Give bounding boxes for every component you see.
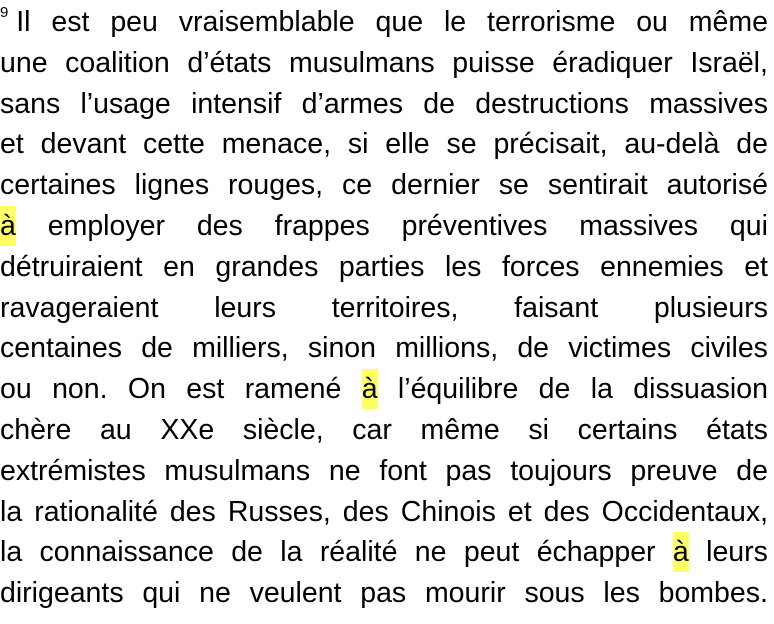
word: de bbox=[423, 87, 455, 120]
word: dissuasion bbox=[633, 373, 768, 406]
word: ne bbox=[199, 577, 231, 610]
word: au bbox=[99, 414, 132, 446]
word: sinon bbox=[307, 332, 376, 365]
word: des bbox=[169, 495, 216, 528]
word: Russes, bbox=[227, 495, 331, 528]
word: les bbox=[603, 577, 640, 610]
word: certains bbox=[577, 414, 678, 446]
word: une bbox=[0, 46, 48, 79]
footnote-wrap bbox=[0, 2, 31, 42]
word: Chinois bbox=[400, 495, 496, 528]
word: ravageraient bbox=[0, 291, 159, 324]
text-line bbox=[0, 288, 768, 328]
word: bombes. bbox=[658, 577, 768, 610]
word: lignes bbox=[134, 169, 210, 202]
text-line bbox=[0, 532, 768, 572]
word: la bbox=[0, 495, 23, 528]
word: échapper bbox=[536, 536, 656, 569]
word: veulent bbox=[249, 577, 342, 610]
word: coalition bbox=[65, 46, 170, 79]
word: milliers, bbox=[192, 332, 289, 365]
word: est bbox=[51, 6, 90, 38]
word: de bbox=[538, 373, 571, 406]
text-line bbox=[0, 451, 768, 491]
word: leurs bbox=[214, 291, 276, 324]
word: ne bbox=[328, 454, 361, 487]
word: massives bbox=[649, 87, 768, 120]
word: certaines bbox=[0, 169, 116, 202]
word: ou bbox=[636, 6, 668, 38]
word: Occidentaux, bbox=[601, 495, 768, 528]
word: non. bbox=[52, 373, 108, 406]
text-line bbox=[0, 165, 768, 205]
word: puisse bbox=[452, 46, 535, 79]
word: dirigeants bbox=[0, 577, 124, 610]
text-line bbox=[0, 247, 768, 287]
word: l’usage bbox=[80, 87, 171, 120]
word: si bbox=[347, 128, 369, 161]
word: de bbox=[141, 332, 173, 365]
word: est bbox=[186, 373, 225, 406]
word: Il bbox=[8, 6, 31, 38]
word: vraisemblable bbox=[178, 6, 355, 38]
text-line bbox=[0, 492, 768, 532]
text-line bbox=[0, 410, 768, 450]
text-line bbox=[0, 43, 768, 83]
word: et bbox=[744, 250, 768, 283]
word: frappes bbox=[274, 210, 370, 242]
word: font bbox=[379, 454, 427, 487]
word: XXe bbox=[160, 414, 215, 446]
word: preuve bbox=[630, 454, 718, 487]
word: elle bbox=[385, 128, 430, 161]
highlighted-word: à bbox=[0, 206, 16, 246]
word: la bbox=[0, 536, 23, 569]
word: extrémistes bbox=[0, 454, 146, 487]
word: destructions bbox=[475, 87, 629, 120]
word: même bbox=[688, 6, 768, 38]
word: devant bbox=[40, 128, 127, 161]
word: l’équilibre bbox=[397, 373, 519, 406]
word: cette bbox=[143, 128, 205, 161]
word: le bbox=[443, 6, 467, 38]
word: peut bbox=[463, 536, 520, 569]
word: chère bbox=[0, 414, 72, 446]
word: qui bbox=[729, 210, 768, 242]
word: plusieurs bbox=[653, 291, 768, 324]
word: des bbox=[543, 495, 590, 528]
word: leurs bbox=[706, 536, 768, 569]
word: ennemies bbox=[600, 250, 724, 283]
highlighted-word: à bbox=[673, 532, 689, 572]
word: pas bbox=[360, 577, 407, 610]
word: centaines bbox=[0, 332, 123, 365]
word: des bbox=[342, 495, 389, 528]
word: même bbox=[420, 414, 500, 446]
text-line bbox=[0, 84, 768, 124]
word: autorisé bbox=[666, 169, 768, 202]
word: éradiquer bbox=[552, 46, 673, 79]
word: pas bbox=[445, 454, 492, 487]
word: musulmans bbox=[288, 46, 435, 79]
word: dernier bbox=[391, 169, 480, 202]
word: et bbox=[507, 495, 532, 528]
word: sans bbox=[0, 87, 61, 120]
text-line bbox=[0, 2, 768, 42]
footnote-marker: 9 bbox=[0, 3, 9, 21]
word: des bbox=[196, 210, 243, 242]
word: terrorisme bbox=[487, 6, 616, 38]
word: victimes bbox=[568, 332, 672, 365]
word: forces bbox=[501, 250, 580, 283]
word: millions, bbox=[395, 332, 499, 365]
word: rouges, bbox=[228, 169, 324, 202]
word: d’états bbox=[187, 46, 272, 79]
word: car bbox=[352, 414, 392, 446]
word: rationalité bbox=[34, 495, 158, 528]
text-line bbox=[0, 369, 768, 409]
word: intensif bbox=[191, 87, 282, 120]
word: Israël, bbox=[690, 46, 768, 79]
highlighted-word: à bbox=[362, 369, 378, 409]
word: et bbox=[0, 128, 24, 161]
word: se bbox=[446, 128, 477, 161]
word: siècle, bbox=[242, 414, 324, 446]
word: précisait, bbox=[493, 128, 608, 161]
word: la bbox=[280, 536, 303, 569]
word: parties bbox=[338, 250, 425, 283]
word: préventives bbox=[401, 210, 548, 242]
word: au-delà bbox=[624, 128, 720, 161]
text-line bbox=[0, 206, 768, 246]
word: ce bbox=[342, 169, 373, 202]
word: de bbox=[517, 332, 550, 365]
word: de bbox=[736, 454, 768, 487]
word: de bbox=[736, 128, 768, 161]
word: qui bbox=[142, 577, 181, 610]
word: ramené bbox=[244, 373, 342, 406]
word: états bbox=[706, 414, 768, 446]
word: toujours bbox=[510, 454, 612, 487]
word: menace, bbox=[221, 128, 331, 161]
word: grandes bbox=[215, 250, 319, 283]
word: détruiraient bbox=[0, 250, 143, 283]
word: territoires, bbox=[331, 291, 459, 324]
word: que bbox=[375, 6, 424, 38]
word: la bbox=[590, 373, 613, 406]
word: les bbox=[444, 250, 482, 283]
word: On bbox=[127, 373, 166, 406]
word: sentirait bbox=[547, 169, 648, 202]
word: en bbox=[163, 250, 195, 283]
word: réalité bbox=[319, 536, 398, 569]
word: ne bbox=[414, 536, 447, 569]
word: mourir bbox=[424, 577, 506, 610]
word: peu bbox=[110, 6, 158, 38]
word: connaissance bbox=[39, 536, 214, 569]
text-line bbox=[0, 124, 768, 164]
word: se bbox=[498, 169, 529, 202]
word: civiles bbox=[690, 332, 768, 365]
word: sous bbox=[524, 577, 585, 610]
word: si bbox=[528, 414, 549, 446]
word: de bbox=[231, 536, 263, 569]
word: d’armes bbox=[301, 87, 404, 120]
word: employer bbox=[47, 210, 165, 242]
text-line bbox=[0, 328, 768, 368]
text-line bbox=[0, 573, 768, 613]
word: faisant bbox=[514, 291, 599, 324]
word: massives bbox=[579, 210, 698, 242]
word: ou bbox=[0, 373, 32, 406]
word: musulmans bbox=[164, 454, 311, 487]
